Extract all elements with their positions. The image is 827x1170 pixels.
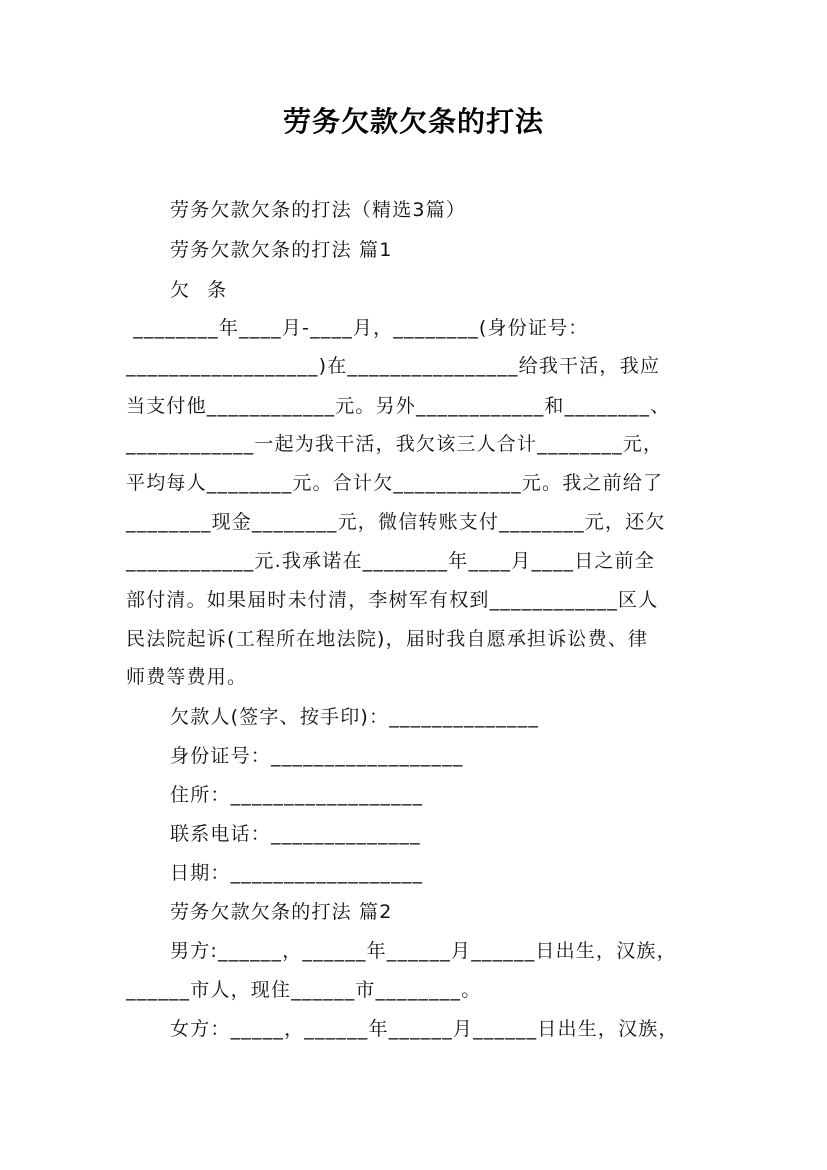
section-2-heading: 劳务欠款欠条的打法 篇2 [170, 901, 393, 923]
intro-line: 劳务欠款欠条的打法（精选3篇） [170, 199, 467, 221]
male-party-line: 男方:______，______年______月______日出生，汉族， [170, 940, 677, 962]
iou-heading: 欠 条 [170, 279, 229, 301]
body-line: ________年____月-____月，________(身份证号： [126, 317, 589, 339]
body-line: 部付清。如果届时未付清，李树军有权到____________区人 [126, 589, 659, 611]
body-line: ________现金________元，微信转账支付________元，还欠 [126, 511, 666, 533]
address-line: 住所：__________________ [170, 784, 424, 806]
body-line: 平均每人________元。合计欠____________元。我之前给了 [126, 472, 664, 494]
body-line: 民法院起诉(工程所在地法院)，届时我自愿承担诉讼费、律 [126, 628, 649, 650]
section-1-heading: 劳务欠款欠条的打法 篇1 [170, 239, 393, 261]
male-party-line: ______市人，现住______市________。 [126, 979, 482, 1001]
body-line: 当支付他____________元。另外____________和________、 [126, 395, 671, 417]
body-line: __________________)在________________给我干活，我应 [126, 355, 661, 377]
document-title: 劳务欠款欠条的打法 [282, 105, 544, 138]
body-line: ____________一起为我干活，我欠该三人合计________元， [126, 433, 664, 455]
body-line: ____________元.我承诺在________年____月____日之前全 [126, 550, 656, 572]
female-party-line: 女方：_____，______年______月______日出生，汉族， [170, 1018, 679, 1040]
body-line: 师费等费用。 [126, 666, 248, 688]
phone-line: 联系电话：______________ [170, 823, 421, 845]
date-line: 日期：__________________ [170, 862, 424, 884]
id-number-line: 身份证号：__________________ [170, 745, 464, 767]
debtor-signature-line: 欠款人(签字、按手印)：______________ [170, 706, 540, 728]
